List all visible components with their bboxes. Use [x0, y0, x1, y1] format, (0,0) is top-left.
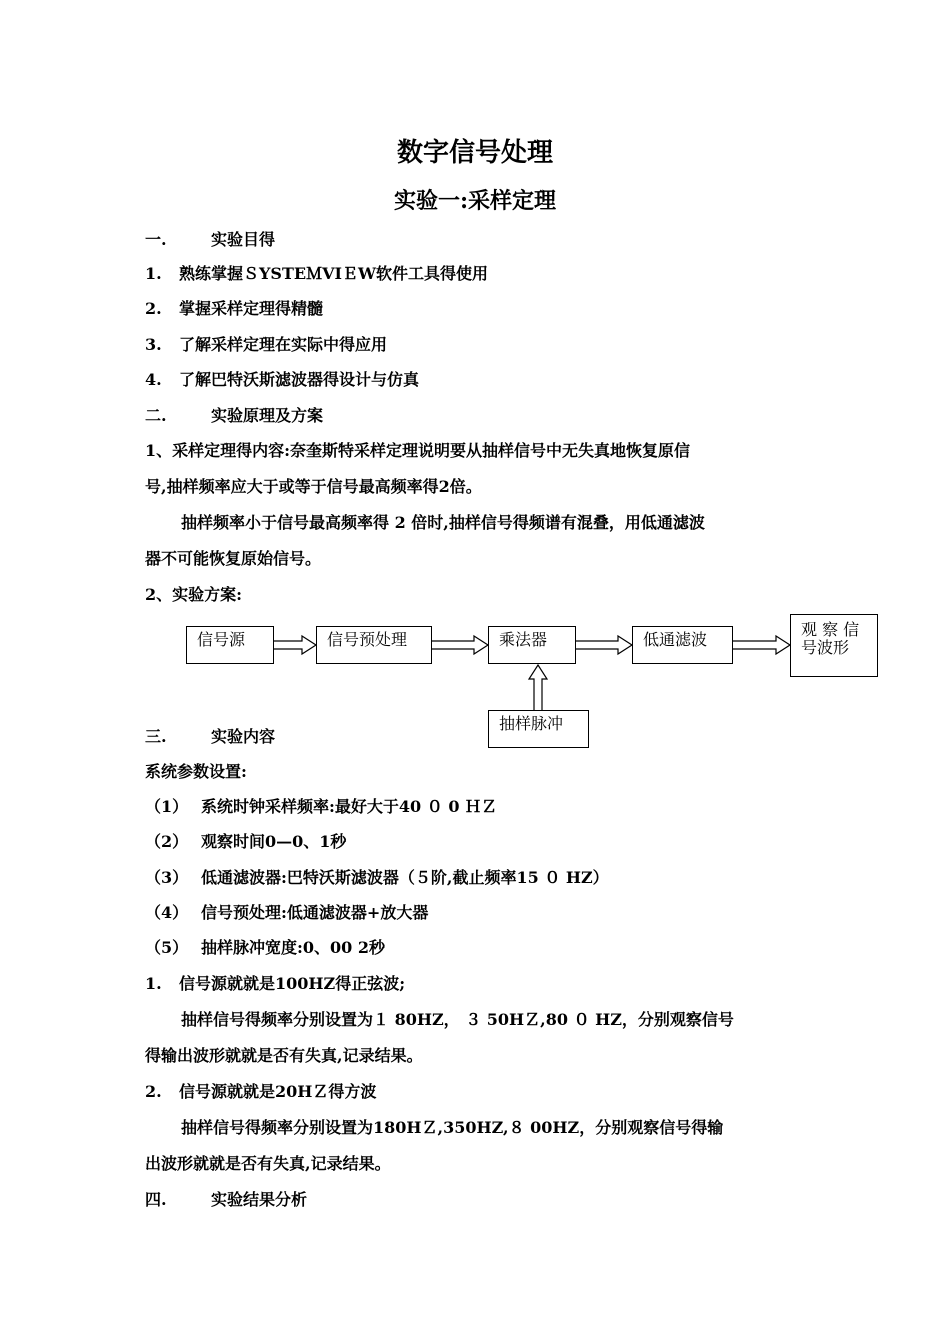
item-number: （1）: [145, 797, 189, 816]
item-text: 掌握采样定理得精髓: [179, 299, 324, 318]
param-item: [145, 794, 497, 817]
param-item: [145, 900, 428, 923]
principle-line: 抽样频率小于信号最高频率得 2 倍时,抽样信号得频谱有混叠，用低通滤波: [181, 513, 705, 532]
principle-line: 号,抽样频率应大于或等于信号最高频率得2倍。: [145, 477, 482, 496]
objective-item: [145, 296, 323, 319]
item-text: 信号预处理:低通滤波器+放大器: [201, 903, 429, 922]
section-text: 实验目得: [211, 230, 276, 249]
section-number: 三.: [145, 727, 167, 746]
item-text: 熟练掌握ＳYSTEＭVIＥW软件工具得使用: [179, 264, 488, 283]
item-number: 3.: [145, 335, 162, 354]
section-number: 二.: [145, 406, 167, 425]
item-text: 低通滤波器:巴特沃斯滤波器（５阶,截止频率15 ０ HZ）: [201, 868, 609, 887]
item-number: （5）: [145, 938, 189, 957]
section-number: 四.: [145, 1190, 167, 1209]
block-observe-waveform: [790, 614, 878, 677]
item-number: 1.: [145, 974, 162, 993]
principle-line: 1、采样定理得内容:奈奎斯特采样定理说明要从抽样信号中无失真地恢复原信: [145, 441, 691, 460]
section-heading-4: [145, 1187, 307, 1210]
block-label: 信号预处理: [327, 630, 408, 649]
section-text: 实验原理及方案: [211, 406, 324, 425]
item-number: 2.: [145, 299, 162, 318]
params-label: 系统参数设置:: [145, 762, 247, 781]
objective-item: [145, 332, 387, 355]
param-item: [145, 865, 609, 888]
section-heading-3: [145, 724, 275, 747]
block-label: 抽样脉冲: [499, 714, 564, 733]
block-lowpass-filter: [632, 626, 733, 664]
section-heading-1: [145, 227, 275, 250]
item-text: 信号源就就是100HZ得正弦波;: [179, 974, 406, 993]
block-label: 号波形: [801, 638, 850, 657]
objective-item: [145, 367, 419, 390]
content-item-2-title: [145, 1079, 376, 1102]
section-text: 实验结果分析: [211, 1190, 308, 1209]
experiment-title: 实验一:采样定理: [393, 188, 557, 214]
block-label: 观 察 信: [801, 620, 860, 639]
param-item: [145, 935, 385, 958]
item-number: （3）: [145, 868, 189, 887]
scheme-label: 2、实验方案:: [145, 585, 243, 604]
block-label: 信号源: [197, 630, 246, 649]
item-number: （2）: [145, 832, 189, 851]
content-line: 出波形就就是否有失真,记录结果。: [145, 1154, 391, 1173]
block-multiplier: [488, 626, 576, 664]
arrow-lowpass-to-observe: [732, 636, 790, 654]
arrow-source-to-preprocess: [273, 636, 316, 654]
content-item-1-title: [145, 971, 405, 994]
arrow-multiplier-to-lowpass: [575, 636, 632, 654]
document-title: 数字信号处理: [396, 138, 553, 168]
content-line: 抽样信号得频率分别设置为１ 80HZ， ３ 50HＺ,80 ０ HZ，分别观察信号: [181, 1010, 734, 1029]
item-number: 4.: [145, 370, 162, 389]
block-signal-source: [186, 626, 274, 664]
item-text: 了解采样定理在实际中得应用: [179, 335, 388, 354]
section-heading-2: [145, 403, 323, 426]
item-number: 2.: [145, 1082, 162, 1101]
block-label: 低通滤波: [643, 630, 708, 649]
item-text: 系统时钟采样频率:最好大于40 ０ 0 ＨＺ: [201, 797, 498, 816]
principle-line: 器不可能恢复原始信号。: [145, 549, 322, 568]
item-text: 抽样脉冲宽度:0、00 2秒: [201, 938, 386, 957]
content-line: 抽样信号得频率分别设置为180HＺ,350HZ,８ 00HZ，分别观察信号得输: [181, 1118, 724, 1137]
item-text: 观察时间0—0、1秒: [201, 832, 347, 851]
block-preprocess: [316, 626, 432, 664]
section-text: 实验内容: [211, 727, 276, 746]
item-text: 了解巴特沃斯滤波器得设计与仿真: [179, 370, 420, 389]
item-number: 1.: [145, 264, 162, 283]
param-item: [145, 829, 346, 852]
content-line: 得输出波形就就是否有失真,记录结果。: [145, 1046, 423, 1065]
arrow-pulse-to-multiplier: [529, 665, 547, 711]
section-number: 一.: [145, 230, 167, 249]
item-text: 信号源就就是20HＺ得方波: [179, 1082, 377, 1101]
objective-item: [145, 261, 488, 284]
block-sampling-pulse: [488, 710, 589, 748]
block-label: 乘法器: [499, 630, 548, 649]
item-number: （4）: [145, 903, 189, 922]
arrow-preprocess-to-multiplier: [431, 636, 488, 654]
